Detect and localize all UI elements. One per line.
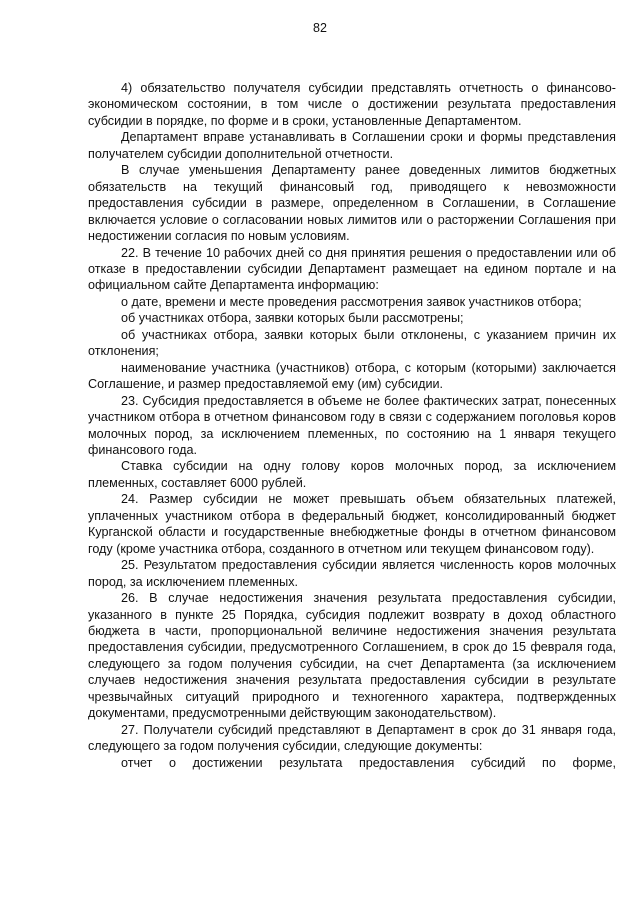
paragraph-27-report: отчет о достижении результата предоставления субсидий по форме, <box>121 755 616 770</box>
paragraph-22: 22. В течение 10 рабочих дней со дня принятия решения о предоставлении или об отказе в предоставлении субсидии Департамент размещает на едином портале и на официальном сайте Департамента информацию: <box>88 245 616 293</box>
paragraph-23: 23. Субсидия предоставляется в объеме не более фактических затрат, понесенных участником отбора в отчетном финансовом году в связи с содержанием поголовья коров молочных пород, за исключением племенных, по состоянию на 1 января текущего финансового года. <box>88 393 616 457</box>
document-body <box>88 80 616 771</box>
paragraph-22-date: о дате, времени и месте проведения рассмотрения заявок участников отбора; <box>121 294 582 309</box>
paragraph-23-rate: Ставка субсидии на одну голову коров молочных пород, за исключением племенных, составляет 6000 рублей. <box>88 459 616 490</box>
paragraph-22-rejected: об участниках отбора, заявки которых были отклонены, с указанием причин их отклонения; <box>88 327 616 359</box>
paragraph-22-considered: об участниках отбора, заявки которых были рассмотрены; <box>121 311 464 326</box>
paragraph-22-recipient: наименование участника (участников) отбора, с которым (которыми) заключается Соглашение, и размер предоставляемой ему (им) субсидии. <box>88 360 616 392</box>
page-number: 82 <box>313 21 327 35</box>
paragraph-26: 26. В случае недостижения значения результата предоставления субсидии, указанного в пункте 25 Порядка, субсидия подлежит возврату в доход областного бюджета в части, пропорциональной величине недостижения значения результата предоставления субсидии, предусмотренного Соглашением, в срок до 15 февраля года, следующего за годом получения субсидии, на счет Департамента (за исключением случаев недостижения значения результата предоставления субсидии в результате чрезвычайных ситуаций природного и техногенного характера, подтвержденных документами, предусмотренными действующим законодательством). <box>88 591 616 721</box>
paragraph-additional-reporting: Департамент вправе устанавливать в Соглашении сроки и формы представления получателем субсидии дополнительной отчетности. <box>88 130 616 161</box>
paragraph-reporting-obligation: 4) обязательство получателя субсидии представлять отчетность о финансово-экономическом состоянии, в том числе о достижении результата предоставления субсидии в порядке, по форме и в сроки, установленные Департаментом. <box>88 81 616 128</box>
paragraph-24: 24. Размер субсидии не может превышать объем обязательных платежей, уплаченных участником отбора в федеральный бюджет, консолидированный бюджет Курганской области и государственные внебюджетные фонды в отчетном финансовом году (кроме участника отбора, созданного в отчетном или текущем финансовом году). <box>88 492 616 556</box>
paragraph-25: 25. Результатом предоставления субсидии является численность коров молочных пород, за исключением племенных. <box>88 558 616 589</box>
paragraph-limits-reduction: В случае уменьшения Департаменту ранее доведенных лимитов бюджетных обязательств на текущий финансовый год, приводящего к невозможности предоставления субсидии в размере, определенном в Соглашении, в Соглашение включается условие о согласовании новых лимитов или о расторжении Соглашения при недостижении согласия по новым условиям. <box>88 163 616 244</box>
paragraph-27: 27. Получатели субсидий представляют в Департамент в срок до 31 января года, следующего за годом получения субсидии, следующие документы: <box>88 722 616 754</box>
